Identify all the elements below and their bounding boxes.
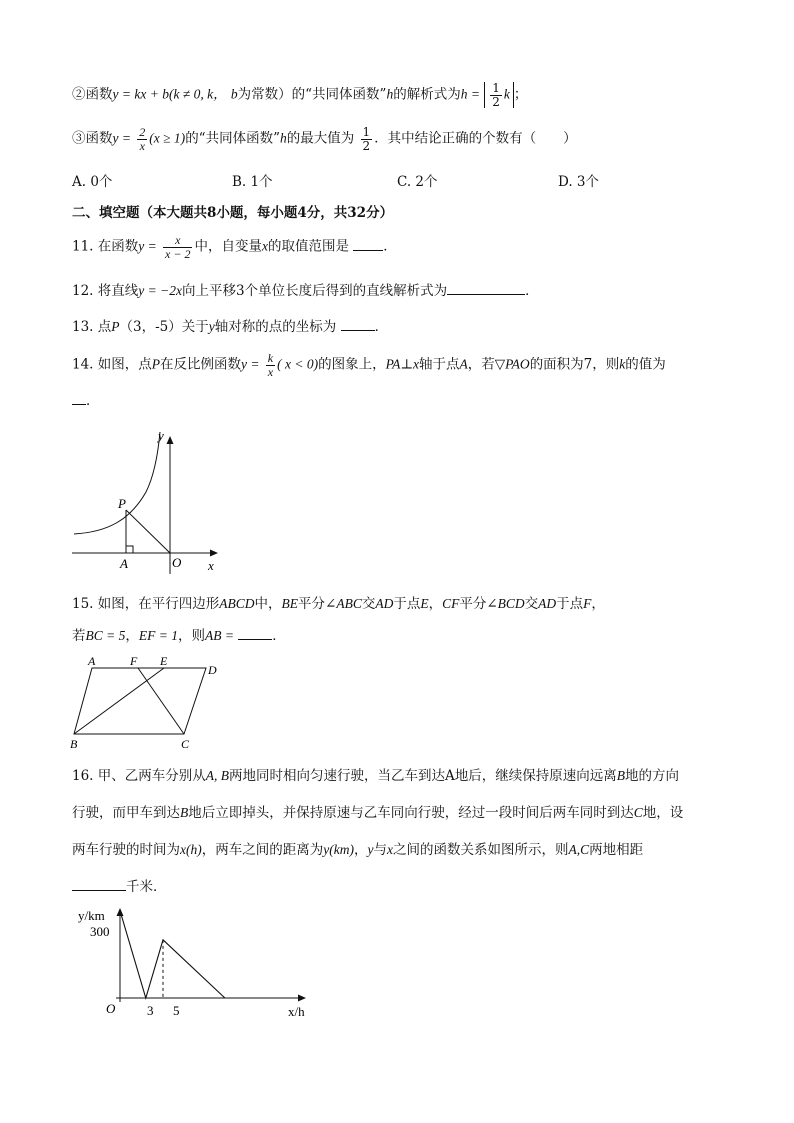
x-arrow — [210, 550, 218, 557]
parallelogram-abcd — [74, 668, 206, 734]
figure-q16-graph — [74, 902, 324, 1027]
question-14-line2: ． — [72, 392, 100, 409]
label-c: C — [181, 737, 190, 751]
answer-blank[interactable] — [341, 318, 375, 331]
label-d: D — [208, 663, 217, 677]
label-y: y — [158, 428, 164, 443]
question-16-line4: 千米． — [72, 878, 167, 895]
origin-label: O — [106, 1001, 116, 1016]
question-14: 14. 如图，点P在反比例函数y = $\frac{k}{x}$ ( x < 0)的图象上，PA⊥x轴于点A，若▽PAO的面积为7，则k的值为 — [72, 351, 666, 379]
statement-3: ③函数y = $\frac{2}{x}$ (x ≥ 1)的“共同体函数”h的最大值为 $\frac{1}{2}$ ．其中结论正确的个数有（ ） — [72, 125, 577, 153]
segment-cf — [138, 668, 184, 734]
label-a: A — [120, 556, 128, 571]
label-b: B — [70, 737, 78, 751]
fraction: $\frac{2}{x}$ — [139, 125, 146, 153]
question-13: 13. 点P（3，-5）关于y轴对称的点的坐标为 ． — [72, 319, 389, 335]
question-16: 16. 甲、乙两车分别从A, B两地同时相向匀速行驶，当乙车到达A地后，继续保持原速向远离B地的方向 — [72, 768, 680, 784]
y-axis-label: y/km — [78, 908, 105, 923]
tick-label-3: 3 — [147, 1003, 154, 1018]
fraction: $\frac{1}{2}$ — [362, 125, 371, 153]
question-16-line3: 两车行驶的时间为x(h)，两车之间的距离为y(km)，y与x之间的函数关系如图所示，则A,C两地相距 — [72, 842, 644, 858]
question-15-line2: 若BC = 5，EF = 1，则AB = ． — [72, 628, 286, 644]
option-c[interactable]: C. 2个 — [397, 174, 438, 190]
label-f: F — [130, 654, 138, 668]
segment-be — [74, 668, 164, 734]
figure-q15 — [66, 652, 236, 752]
label-o: O — [172, 555, 182, 570]
series-line — [120, 911, 225, 998]
statement-2: ②函数y = kx + b(k ≠ 0, k， b为常数）的“共同体函数”h的解析式为h = $\frac{1}{2}$ k ； — [72, 81, 528, 109]
answer-blank[interactable] — [447, 282, 525, 295]
abs-value: $\frac{1}{2}$ k — [484, 82, 514, 108]
label-a: A — [88, 654, 96, 668]
option-a[interactable]: A. 0个 — [72, 174, 113, 190]
x-arrow — [298, 995, 306, 1002]
label-p: P — [118, 496, 126, 511]
section-title: 二、填空题（本大题共8小题，每小题4分，共32分） — [72, 205, 394, 221]
y-arrow — [167, 436, 174, 444]
fraction: $\frac{k}{x}$ — [267, 351, 274, 379]
tick-label-5: 5 — [173, 1003, 180, 1018]
hyperbola-curve — [74, 432, 160, 534]
answer-blank[interactable] — [238, 627, 272, 640]
answer-blank[interactable] — [72, 392, 86, 405]
label-e: E — [160, 654, 168, 668]
question-11: 11. 在函数y = $\frac{x}{x - 2}$ 中，自变量x的取值范围是 ． — [72, 233, 397, 261]
x-axis-label: x/h — [288, 1004, 305, 1019]
answer-blank[interactable] — [72, 878, 126, 891]
option-b[interactable]: B. 1个 — [232, 174, 273, 190]
label-x: x — [208, 558, 214, 573]
question-16-line2: 行驶，而甲车到达B地后立即掉头，并保持原速与乙车同向行驶，经过一段时间后两车同时到达C地，设 — [72, 805, 684, 821]
answer-blank[interactable] — [353, 238, 383, 251]
fraction: $\frac{x}{x - 2}$ — [165, 233, 191, 261]
question-12: 12. 将直线y = −2x向上平移3个单位长度后得到的直线解析式为 ． — [72, 283, 539, 299]
option-d[interactable]: D. 3个 — [558, 174, 600, 190]
tick-label-300: 300 — [90, 924, 110, 939]
figure-q14 — [68, 428, 228, 578]
question-15: 15. 如图，在平行四边形ABCD中，BE平分∠ABC交AD于点E，CF平分∠BCD交AD于点F， — [72, 596, 605, 612]
right-angle-mark — [126, 546, 133, 553]
